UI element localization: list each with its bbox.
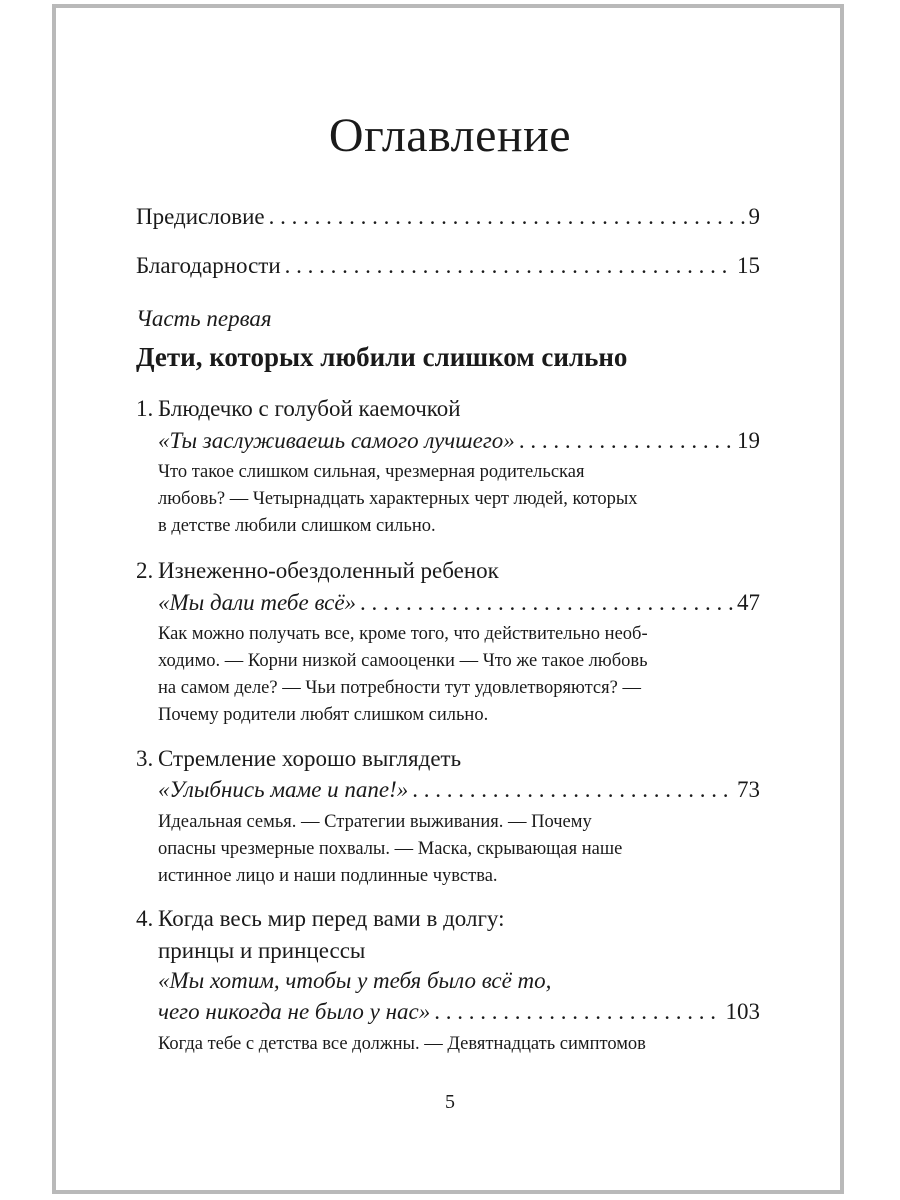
chapter-description (158, 621, 758, 729)
chapter-page: 47 (737, 590, 760, 615)
chapter-subtitle-row (158, 428, 760, 454)
chapter-title-line: Стремление хорошо выглядеть (158, 746, 462, 771)
dot-leader (269, 204, 745, 230)
toc-entry-label: Предисловие (136, 204, 265, 229)
part-title: Дети, которых любили слишком сильно (136, 342, 628, 372)
part-label: Часть первая (136, 306, 272, 331)
description-line: ходимо. — Корни низкой самооценки — Что же такое любовь (158, 651, 648, 671)
chapter-subtitle: «Улыбнись маме и папе!» (158, 777, 409, 802)
page-title: Оглавление (328, 109, 572, 162)
chapter-page: 103 (725, 999, 760, 1024)
chapter-page: 19 (737, 428, 760, 453)
chapter-subtitle: «Мы дали тебе всё» (158, 590, 357, 615)
chapter-description (158, 809, 758, 890)
chapter-subtitle-line: «Мы хотим, чтобы у тебя было всё то, (158, 968, 552, 993)
chapter-number: 4. (136, 906, 154, 931)
description-line: опасны чрезмерные похвалы. — Маска, скрывающая наше (158, 839, 623, 859)
chapter-title-line: Блюдечко с голубой каемочкой (158, 396, 461, 421)
description-line: любовь? — Четырнадцать характерных черт людей, которых (158, 489, 638, 509)
chapter-subtitle: «Ты заслуживаешь самого лучшего» (158, 428, 515, 453)
description-line: Когда тебе с детства все должны. — Девятнадцать симптомов (158, 1034, 646, 1054)
chapter-title-line: Изнеженно-обездоленный ребенок (158, 558, 499, 583)
toc-entry-page: 9 (748, 204, 760, 229)
dot-leader (360, 590, 733, 616)
dot-leader (519, 428, 733, 454)
description-line: Как можно получать все, кроме того, что действительно необ- (158, 624, 648, 644)
chapter-subtitle-row (158, 777, 760, 803)
description-line: Идеальная семья. — Стратегии выживания. — Почему (158, 812, 592, 832)
description-line: в детстве любили слишком сильно. (158, 516, 436, 536)
dot-leader (412, 777, 733, 803)
description-line: на самом деле? — Чьи потребности тут удовлетворяются? — (158, 678, 641, 698)
chapter-title-continuation (158, 938, 365, 964)
chapter-title (136, 558, 499, 584)
page-number: 5 (445, 1091, 455, 1113)
chapter-description (158, 459, 758, 540)
description-line: Что такое слишком сильная, чрезмерная родительская (158, 462, 585, 482)
dot-leader (434, 999, 721, 1025)
chapter-title-line: принцы и принцессы (158, 938, 366, 963)
chapter-number: 1. (136, 396, 154, 421)
chapter-number: 3. (136, 746, 154, 771)
chapter-title (136, 746, 461, 772)
chapter-page: 73 (737, 777, 760, 802)
chapter-title (136, 396, 461, 422)
toc-entry-preface (136, 204, 760, 230)
dot-leader (285, 253, 733, 279)
chapter-number: 2. (136, 558, 154, 583)
chapter-subtitle-row (158, 590, 760, 616)
chapter-subtitle: чего никогда не было у нас» (158, 999, 431, 1024)
toc-entry-acknowledgements (136, 253, 760, 279)
chapter-description (158, 1031, 758, 1058)
description-line: Почему родители любят слишком сильно. (158, 705, 489, 725)
chapter-subtitle (158, 968, 551, 994)
chapter-title-line: Когда весь мир перед вами в долгу: (158, 906, 505, 931)
toc-entry-label: Благодарности (136, 253, 281, 278)
toc-entry-page: 15 (737, 253, 760, 278)
chapter-title (136, 906, 504, 932)
description-line: истинное лицо и наши подлинные чувства. (158, 866, 498, 886)
chapter-subtitle-row (158, 999, 760, 1025)
